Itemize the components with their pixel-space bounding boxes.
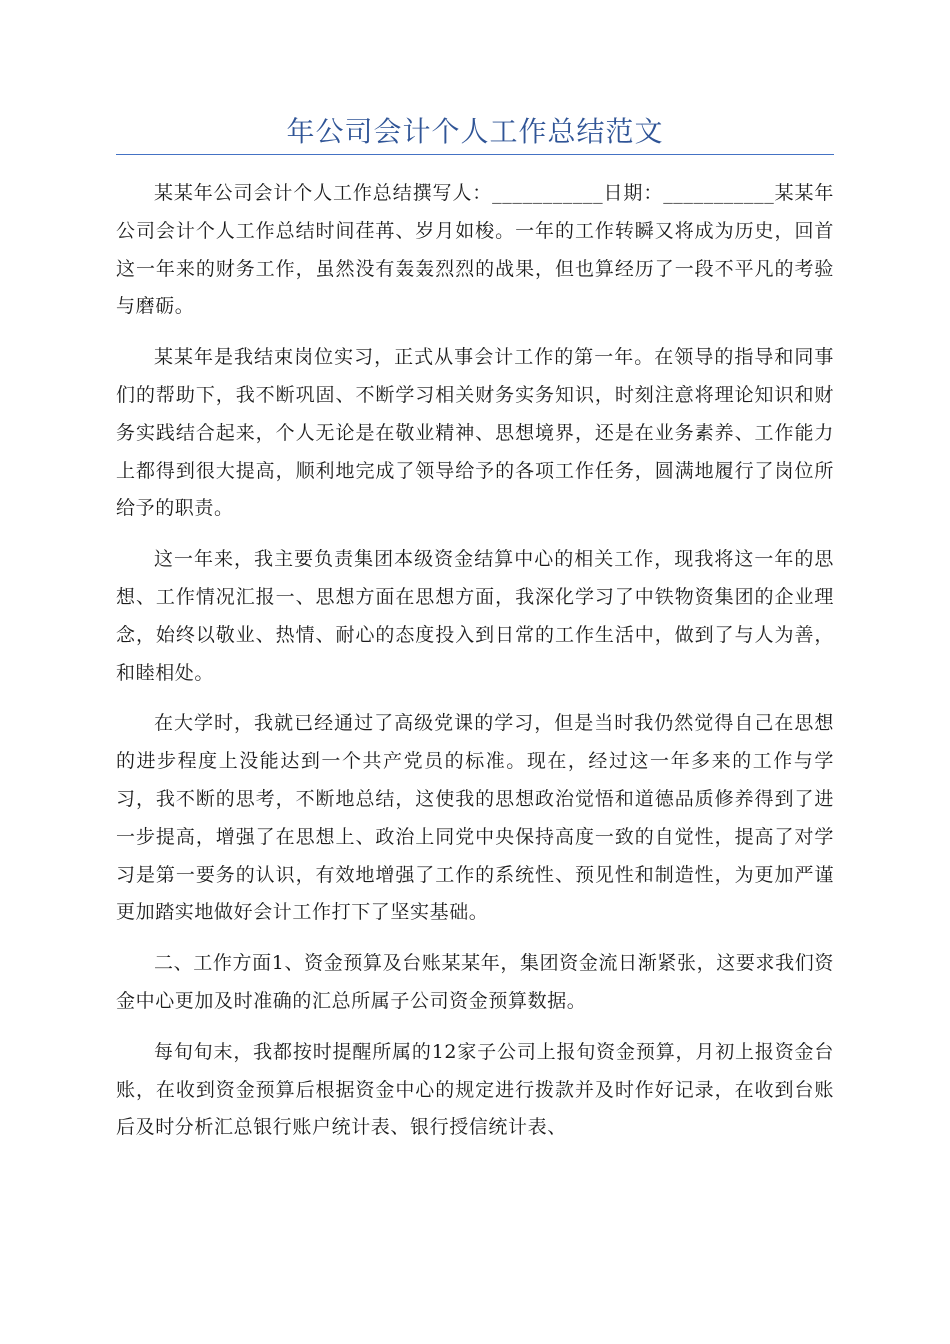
title-underline — [116, 154, 834, 155]
paragraph-3: 这一年来，我主要负责集团本级资金结算中心的相关工作，现我将这一年的思想、工作情况汇报一、思想方面在思想方面，我深化学习了中铁物资集团的企业理念，始终以敬业、热情、耐心的态度投入到日常的工作生活中，做到了与人为善，和睦相处。 — [116, 548, 834, 684]
paragraph-2: 某某年是我结束岗位实习，正式从事会计工作的第一年。在领导的指导和同事们的帮助下，我不断巩固、不断学习相关财务实务知识，时刻注意将理论知识和财 务实践结合起来，个人无论是在敬业精神、思想境界，还是在业务素养、工作能力上都得到很大提高，顺利地完成了领导给予的各项工作任务，圆满地履行了岗位所给予的职责。 — [116, 346, 854, 520]
paragraph-4: 在大学时，我就已经通过了高级党课的学习，但是当时我仍然觉得自己在思想的进步程度上没能达到一个共产党员的标准。现在，经过这一年多来的工作与学习，我不断的思考，不断地总结，这使我的思想政治觉悟和道德品质修养得到了进一步提高，增强了在思想上、政治上同党中央保持高度一致的自觉性，提高了对学习是第一要务的认识，有效地增强了工作的系统性、预见性和制造性，为更加严谨更加踏实地做好会计工作打下了坚实基础。 — [116, 712, 834, 924]
paragraph-6: 每旬旬末，我都按时提醒所属的12家子公司上报旬资金预算，月初上报资金台账，在收到资金预算后根据资金中心的规定进行拨款并及时作好记录，在收到台账后及时分析汇总银行账户统计表、银行授信统计表、 — [116, 1040, 834, 1139]
document-body — [116, 175, 854, 1160]
paragraph-1: 某某年公司会计个人工作总结撰写人：___________日期：___________某某年公司会计个人工作总结时间荏苒、岁月如梭。一年的工作转瞬又将成为历史，回首这一年来的财务工作，虽然没有轰轰烈烈的战果，但也算经历了一段不平凡的考验与磨砺。 — [116, 182, 834, 318]
document-title: 年公司会计个人工作总结范文 — [286, 115, 664, 148]
paragraph-5: 二、工作方面1、资金预算及台账某某年，集团资金流日渐紧张，这要求我们资金中心更加及时准确的汇总所属子公司资金预算数据。 — [116, 952, 834, 1012]
